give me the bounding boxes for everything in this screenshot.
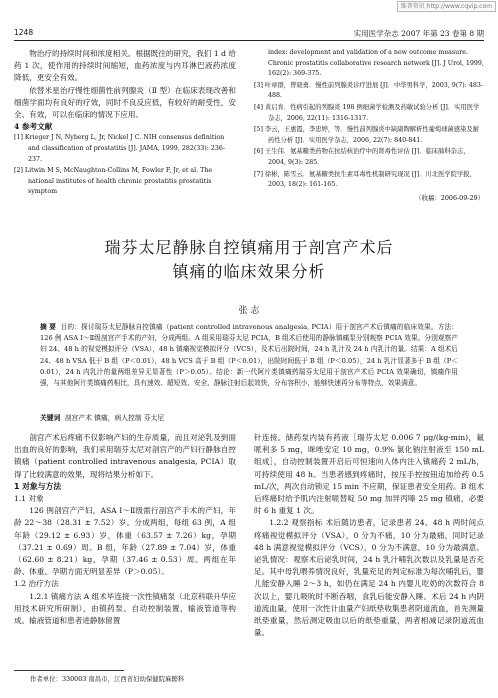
subsection-heading: 1.1 对象 (14, 494, 44, 504)
reference-item: [1] Krieger J N, Nyberg L, Jr, Nickel J C. NIH consensus definition and classification of prostatitis [J]. JAMA, 1999, 282(33): 236-237. (14, 134, 226, 163)
abstract-label: 摘 要 (40, 323, 57, 331)
paragraph: 针连接。储药泵内装有药液［瑞芬太尼 0.006 7 μg/(kg·min)，氟哌利多 5 mg，咪唑安定 10 mg，0.9% 氯化钠注射液至 150 mL 组成］，自动控制装置开启后可恒速向人体内注入镇痛药 2 mL/h，可持续使用 48 h。当患者感到疼痛时，按压手控按钮追加给药 0.5 mL/次，两次自动锁定 15 min 不应期，保证患者安全用药。B 组术后疼痛时给予肌内注射哌替啶 50 mg 加异丙嗪 25 mg 镇痛，必要时 6 h 重复 1 次。 (254, 433, 484, 516)
keywords-label: 关键词 (40, 414, 61, 422)
running-header (14, 26, 484, 41)
received-date: （收稿：2006-09-29） (415, 193, 484, 202)
journal-info: 实用医学杂志 2007 年第 23 卷第 8 期 (353, 29, 484, 38)
subsection-heading: 1.2 治疗方法 (14, 579, 59, 589)
body-right-column (254, 432, 484, 639)
body-left-column (14, 432, 236, 627)
keywords (40, 412, 458, 422)
page-number: 1248 (14, 28, 34, 37)
previous-article-left-column (14, 48, 236, 199)
reference-item: [7] 徐彬，陈雪云．氨基糖类抗生素耳毒性机制研究现况 [J]．川北医学院学报，2003, 18(2): 161-165. (254, 170, 476, 189)
reference-item: [6] 王生伟．氨基糖类药物在抗结核治疗中的肾毒性评估 [J]．临床肺科杂志，2004, 9(3): 285. (254, 148, 470, 166)
reference-item: [3] 叶章群，曾晓勇．慢性前列腺炎诊疗进展 [J]．中华男科学，2003, 9(7): 483-488. (254, 81, 484, 100)
paragraph: 126 例剖宫产产妇，ASA Ⅰ～Ⅱ级需行剖宫产手术的产妇，年龄 22～38（28.31 ± 7.52）岁。分成两组，每组 63 例，A 组年龄（29.12 ± 6.93）岁，体重（63.57 ± 7.26）kg，孕期（37.21 ± 0.69）周。B 组，年龄（27.89 ± 7.04）岁，体重（62.60 ± 8.21）kg，孕期（37.46 ± 0.53）周。两组在年龄、体重、孕期方面无明显差异（P＞0.05）。 (14, 506, 236, 577)
author-affiliation-footnote: 作者单位：330003 南昌市，江西省妇幼保健院麻醉科 (30, 675, 185, 683)
intro-paragraph: 剖宫产术后疼痛不仅影响产妇的生存质量，而且对泌乳及到面出血的良好的影响，我们采用瑞芬太尼对剖宫产的产妇行静脉自控镇痛（patient controlled intravenous analgesia, PCIA）取得了比较满意的效果，现将结果分析如下。 (14, 433, 236, 479)
abstract-text: 目的：探讨瑞芬太尼静脉自控镇痛（patient controlled intravenous analgesia, PCIA）用于剖宫产术后镇痛的临床效果。方法：126 例 ASA Ⅰ～Ⅱ级剖宫产手术的产妇，分成两组。A 组采用瑞芬太尼 PCIA，B 组术后使用的静脉镇痛泵分别观察 PCIA 效果。分别观察产妇 24、48 h 的视觉模拟评分（VSA），48 h 镇痛视觉模拟评分（VCS），及术后出院时间，24 h 乳汁及 24 h 内乳汁的量。结果：A 组术后 24、48 h VSA 低于 B 组（P＜0.01），48 h VCS 高于 B 组（P＜0.01），出院时间低于 B 组（P＜0.05），24 h 乳汁显著多于 B 组（P＜0.01），24 h 内乳汁的量两组差异无显著性（P＞0.05）。结论：新一代阿片类镇痛药瑞芬太尼用于剖宫产术后 PCIA 效果确切，镇痛作用强，与其他阿片类镇痛药相比，具有速效、超短效、安全、静脉注射后起效快，分布容积小，能够快速再分布等特点，效果满意。 (40, 323, 458, 388)
paragraph: 1.2.1 镇痛方法 A 组术毕连接一次性镇痛泵（北京科联升华应用技术研究所研制），由镇药泵、自动控制装置、输液管道等构成。输液管道和患者进静脉留置 (14, 591, 236, 626)
paragraph: 依替米星治疗慢性细菌性前列腺炎（Ⅱ 型）在临床表现改善和细菌学面均有良好的疗效，同时不良反应低，有较好的耐受性，安全、有效，可以在临床的情况下应用。 (14, 85, 236, 120)
reference-item: [4] 黄启育．性病引起的列腺炎 198 例细菌学检测及药敏试验分析 [J]．实用医学杂志，2006, 22(11): 1316-1317. (254, 103, 480, 122)
section-heading: 1 对象与方法 (14, 481, 62, 491)
previous-article-right-column (254, 48, 484, 202)
references-heading: 4 参考文献 (14, 122, 53, 132)
footnote-rule (14, 670, 124, 671)
article-title-line-2: 镇痛的临床效果分析 (172, 262, 326, 281)
paragraph: 物治疗的持续时间和浓度相关。根据既往的研究，我们 1 d 给药 1 次，使作用的持续时间缩短，血药浓度与内耳淋巴液药浓度降低，更安全有效。 (14, 49, 236, 83)
reference-item: [2] Litwin M S, McNaughton-Collins M, Fowler F, Jr, et al. The national institutes of health chronic prostatitis prostatitis symptom (14, 167, 213, 196)
keywords-text: 剖宫产术 镇痛，病人控制 芬太尼 (64, 414, 165, 422)
abstract (40, 322, 458, 389)
reference-item: index: development and validation of a new outcome measure. Chronic prostatitis collaborative research network [J]. J Urol, 1999, 162(2): 369-375. (268, 49, 484, 78)
article-title-line-1: 瑞芬太尼静脉自控镇痛用于剖宫产术后 (104, 238, 394, 257)
paragraph: 1.2.2 观察指标 术后随访患者，记录患者 24、48 h 两时间点疼痛视觉模拟评分（VSA），0 分为不痛，10 分为最痛，同时记录 48 h 满意视觉模拟评分（VCS），0 分为不满意，10 分为最满意。泌乳情况：观察术后泌乳时间，24 h 乳汁哺乳次数以及乳量是否充足。其中母乳喂养情况良好，乳量充足的判定标准为每次哺乳后，婴儿能安静入睡 2～3 h，如仍在满足 24 h 内婴儿吃奶的次数符合 8 次以上，婴儿吸吮时不断吞咽，食乳后能安静入睡。术后 24 h 内阴道流血量，使用一次性计血量产妇纸垫收集患者阴道流血，首先测量纸垫重量，然后测定吸血以后的纸垫重量，两者相减记录阴道流血量。 (254, 518, 484, 638)
watermark-stamp: 维普资讯 http://www.cqvip.com (397, 1, 496, 12)
reference-item: [5] 李云，王惠霞，李忠婷，等．慢性前列腺炎中缺副陶解析性葡萄球菌感染及耐药性分析 [J]．实用医学杂志，2006, 22(7): 840-841. (254, 126, 480, 144)
article-author: 张 志 (238, 306, 260, 316)
